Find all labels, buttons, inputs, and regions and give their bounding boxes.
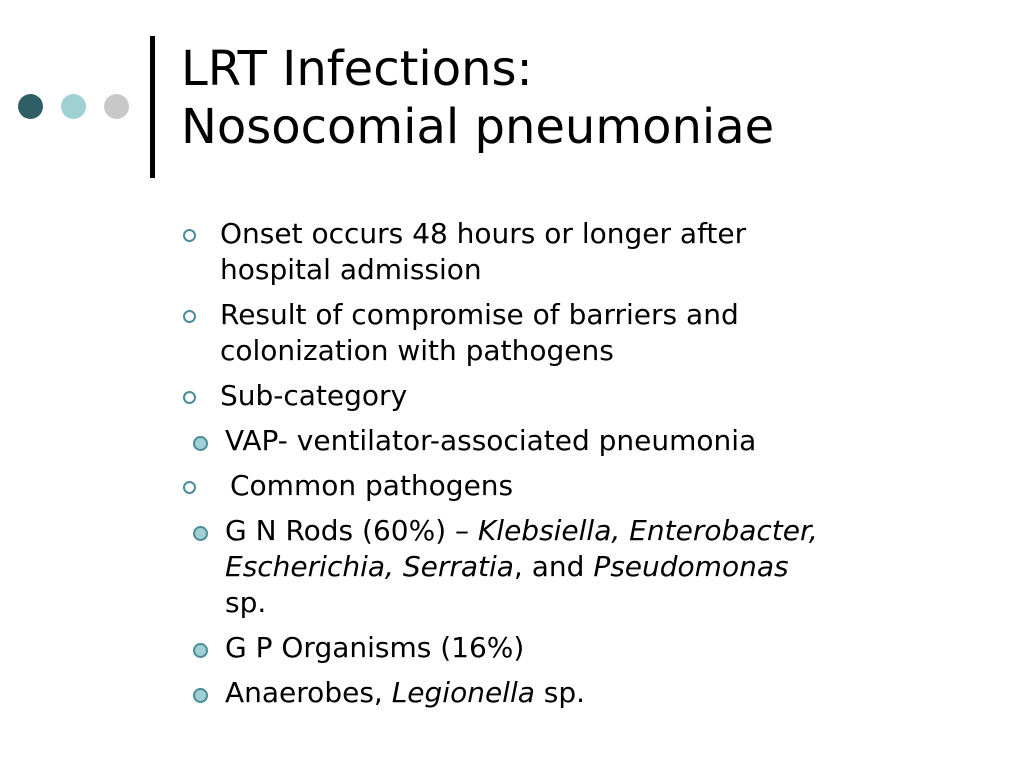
title-divider — [150, 36, 155, 178]
ring-bullet-icon — [183, 310, 196, 323]
bullet-gn-rods — [180, 513, 980, 621]
dot-bullet-icon — [193, 436, 208, 451]
gp-organisms-text: G P Organisms (16%) — [225, 631, 525, 664]
slide-title — [181, 40, 774, 156]
decor-dot-gray — [104, 94, 129, 119]
gn-rods-sp: sp. — [225, 586, 267, 619]
gn-rods-genera-1: Klebsiella, Enterobacter, — [477, 514, 818, 547]
pathogens-label: Common pathogens — [230, 469, 514, 502]
result-line-1: Result of compromise of barriers and — [220, 298, 739, 331]
vap-text: VAP- ventilator-associated pneumonia — [225, 424, 757, 457]
onset-line-2: hospital admission — [220, 253, 482, 286]
dot-bullet-icon — [193, 688, 208, 703]
bullet-pathogens — [180, 468, 980, 711]
title-line-2: Nosocomial pneumoniae — [181, 99, 775, 155]
gn-rods-pseudomonas: Pseudomonas — [593, 550, 789, 583]
pathogens-list — [180, 513, 980, 711]
bullet-subcategory — [180, 378, 980, 459]
decor-dot-teal — [61, 94, 86, 119]
bullet-gp-organisms — [180, 630, 980, 666]
decor-dot-dark — [18, 94, 43, 119]
ring-bullet-icon — [183, 481, 196, 494]
ring-bullet-icon — [183, 391, 196, 404]
dot-bullet-icon — [193, 643, 208, 658]
subcategory-list — [220, 423, 980, 459]
gn-rods-prefix: G N Rods (60%) – — [225, 514, 478, 547]
gn-rods-and: , and — [513, 550, 594, 583]
title-line-1: LRT Infections: — [181, 41, 533, 97]
subcategory-label: Sub-category — [220, 379, 408, 412]
dot-bullet-icon — [193, 526, 208, 541]
bullet-anaerobes — [180, 675, 980, 711]
gn-rods-genera-2: Escherichia, Serratia — [225, 550, 514, 583]
bullet-result — [180, 297, 980, 369]
anaerobes-prefix: Anaerobes, — [225, 676, 392, 709]
bullet-vap — [180, 423, 980, 459]
ring-bullet-icon — [183, 229, 196, 242]
anaerobes-suffix: sp. — [534, 676, 586, 709]
bullet-onset — [180, 216, 980, 288]
anaerobes-legionella: Legionella — [391, 676, 535, 709]
onset-line-1: Onset occurs 48 hours or longer after — [220, 217, 747, 250]
slide-content — [180, 216, 980, 720]
result-line-2: colonization with pathogens — [220, 334, 614, 367]
